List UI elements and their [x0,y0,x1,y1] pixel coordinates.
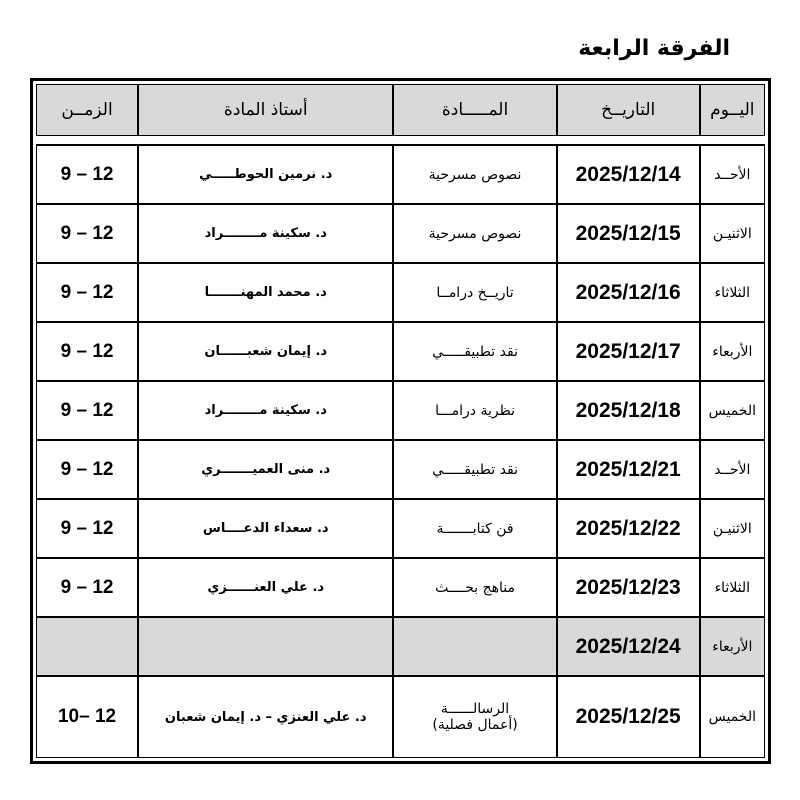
professor-cell: د. نرمين الحوطـــــي [138,145,393,204]
schedule-frame [30,78,771,764]
header-time: الزمــن [36,84,138,136]
header-row [36,84,765,136]
table-row [36,381,765,440]
time-cell: 9 – 12 [36,263,138,322]
day-cell: الثلاثاء [700,263,765,322]
subject-cell [393,676,556,758]
subject-cell: نصوص مسرحية [393,145,556,204]
subject-cell: نظرية درامـــا [393,381,556,440]
professor-cell: د. سكينة مــــــــراد [138,204,393,263]
table-row [36,499,765,558]
day-cell: الأربعاء [700,617,765,676]
date-cell: 2025/12/21 [557,440,700,499]
subject-line-2: (أعمال فصلية) [432,717,518,734]
date-cell: 2025/12/16 [557,263,700,322]
table-row [36,263,765,322]
time-cell [36,617,138,676]
header-subject: المـــــادة [393,84,556,136]
professor-cell: د. سعداء الدعــــاس [138,499,393,558]
time-cell: 9 – 12 [36,145,138,204]
date-cell: 2025/12/25 [557,676,700,758]
header-date: التاريــخ [557,84,700,136]
page-title: الفرقة الرابعة [578,36,730,61]
subject-cell: تاريــخ درامــا [393,263,556,322]
date-cell: 2025/12/23 [557,558,700,617]
table-row-empty [36,617,765,676]
professor-cell: د. منى العميـــــــري [138,440,393,499]
day-cell: الأحــد [700,440,765,499]
date-cell: 2025/12/17 [557,322,700,381]
subject-cell: مناهج بحــــث [393,558,556,617]
day-cell: الأحــد [700,145,765,204]
time-cell: 9 – 12 [36,440,138,499]
day-cell: الثلاثاء [700,558,765,617]
day-cell: الاثنيـن [700,204,765,263]
header-spacer [36,136,765,145]
date-cell: 2025/12/18 [557,381,700,440]
time-cell: 9 – 12 [36,322,138,381]
time-cell: 9 – 12 [36,381,138,440]
date-cell: 2025/12/22 [557,499,700,558]
table-row [36,204,765,263]
time-cell: 9 – 12 [36,558,138,617]
table-row [36,145,765,204]
schedule-table [36,84,765,758]
professor-cell: د. محمد المهنـــــــا [138,263,393,322]
subject-cell: نقد تطبيقـــــي [393,322,556,381]
table-row [36,440,765,499]
subject-cell: نقد تطبيقـــــي [393,440,556,499]
professor-cell: د. إيمان شعبــــــان [138,322,393,381]
subject-cell [393,617,556,676]
subject-line-1: الرسالــــــة [440,701,510,718]
professor-cell [138,617,393,676]
table-row [36,322,765,381]
time-cell: 9 – 12 [36,204,138,263]
day-cell: الاثنيـن [700,499,765,558]
day-cell: الخميس [700,676,765,758]
header-day: اليــوم [700,84,765,136]
professor-cell: د. سكينة مــــــــراد [138,381,393,440]
professor-cell: د. علي العنــــــزي [138,558,393,617]
table-row [36,676,765,758]
subject-cell: فن كتابـــــــة [393,499,556,558]
day-cell: الأربعاء [700,322,765,381]
spacer-cell [36,136,765,145]
day-cell: الخميس [700,381,765,440]
time-cell: 9 – 12 [36,499,138,558]
header-professor: أستاذ المادة [138,84,393,136]
time-cell: 10– 12 [36,676,138,758]
date-cell: 2025/12/14 [557,145,700,204]
date-cell: 2025/12/24 [557,617,700,676]
table-row [36,558,765,617]
professor-cell: د. علي العنزي – د. إيمان شعبان [138,676,393,758]
subject-cell: نصوص مسرحية [393,204,556,263]
date-cell: 2025/12/15 [557,204,700,263]
